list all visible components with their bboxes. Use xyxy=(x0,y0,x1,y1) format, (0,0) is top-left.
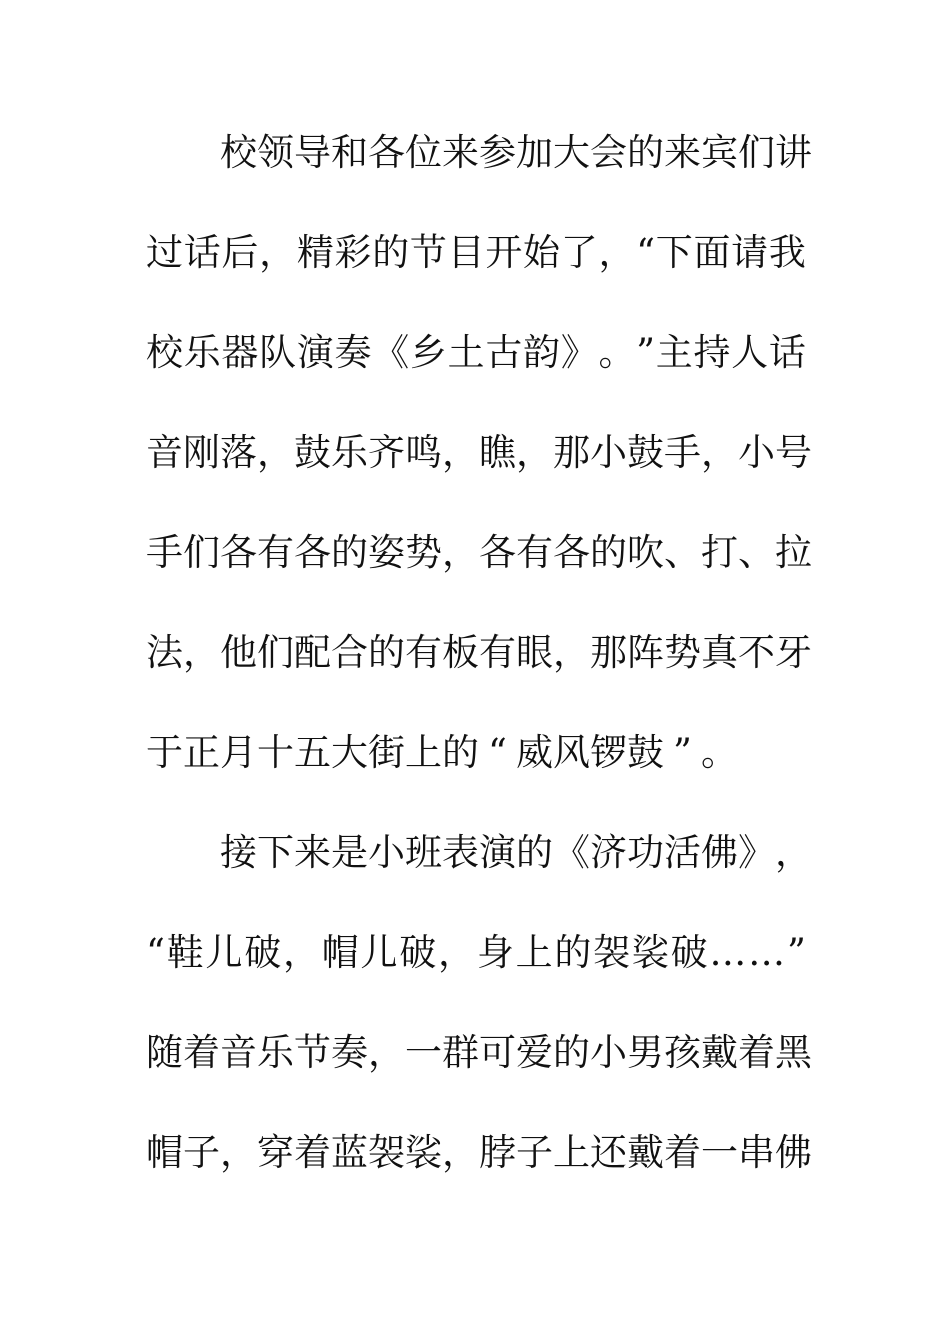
text-line: 于 正 月 十 五 大 街 上 的 “ 威 风 锣 鼓 ” 。 xyxy=(146,731,738,774)
text-line: 过 话 后 ， 精 彩 的 节 目 开 始 了 ， “ 下 面 请 我 xyxy=(146,231,806,274)
paragraph xyxy=(146,122,812,822)
paragraph xyxy=(146,822,812,1222)
text-line: 随 着 音 乐 节 奏 ， 一 群 可 爱 的 小 男 孩 戴 着 黑 xyxy=(146,1031,812,1074)
text-line: 帽 子 ， 穿 着 蓝 袈 裟 ， 脖 子 上 还 戴 着 一 串 佛 xyxy=(146,1131,812,1174)
document-body xyxy=(146,122,812,1222)
text-line: 接 下 来 是 小 班 表 演 的 《 济 功 活 佛 》 ， xyxy=(220,831,812,874)
text-line: 校 乐 器 队 演 奏 《 乡 土 古 韵 》 。 ” 主 持 人 话 xyxy=(146,331,806,374)
text-line: 校 领 导 和 各 位 来 参 加 大 会 的 来 宾 们 讲 xyxy=(220,131,812,174)
text-line: 音 刚 落 ， 鼓 乐 齐 鸣 ， 瞧 ， 那 小 鼓 手 ， 小 号 xyxy=(146,431,812,474)
text-line: 法 ， 他 们 配 合 的 有 板 有 眼 ， 那 阵 势 真 不 牙 xyxy=(146,631,812,674)
text-line: “ 鞋 儿 破 ， 帽 儿 破 ， 身 上 的 袈 裟 破 … … ” xyxy=(146,931,806,974)
text-line: 手 们 各 有 各 的 姿 势 ， 各 有 各 的 吹 、 打 、 拉 xyxy=(146,531,812,574)
